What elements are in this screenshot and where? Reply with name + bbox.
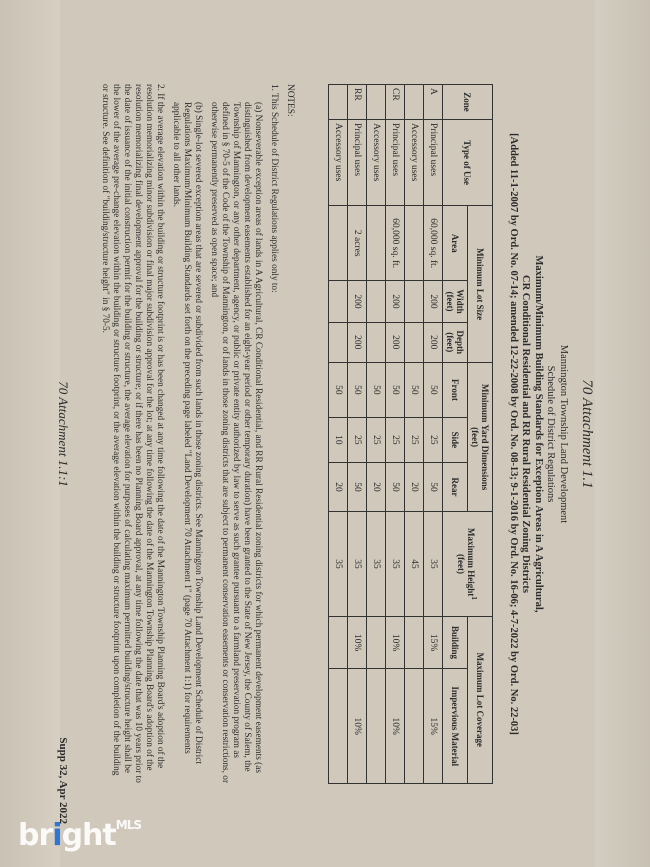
table-cell-front: 50 bbox=[386, 362, 405, 417]
table-cell-depth bbox=[329, 322, 348, 362]
table-row bbox=[386, 84, 405, 783]
header-building: Building bbox=[443, 616, 468, 669]
header-type-of-use: Type of Use bbox=[443, 119, 493, 205]
attachment-title: 70 Attachment 1.1 bbox=[579, 378, 595, 489]
page-footer-label: 70 Attachment 1.1:1 bbox=[56, 380, 71, 487]
table-cell-area: 60,000 sq. ft. bbox=[386, 205, 405, 280]
header-rear: Rear bbox=[443, 462, 468, 512]
table-cell-rear: 20 bbox=[367, 462, 386, 512]
table-cell-impervious: 10% bbox=[386, 668, 405, 783]
table-cell-area: 60,000 sq. ft. bbox=[424, 205, 443, 280]
table-cell-rear: 50 bbox=[386, 462, 405, 512]
table-cell-height: 45 bbox=[405, 511, 424, 615]
table-cell-height: 35 bbox=[424, 511, 443, 615]
table-cell-height: 35 bbox=[329, 511, 348, 615]
table-cell-side: 25 bbox=[424, 417, 443, 462]
heading-line-4: CR Conditional Residential and RR Rural Residential Zoning Districts bbox=[520, 274, 532, 593]
table-cell-depth bbox=[405, 322, 424, 362]
table-row bbox=[424, 84, 443, 783]
notes-title: NOTES: bbox=[285, 83, 295, 117]
table-cell-front: 50 bbox=[424, 362, 443, 417]
table-cell-width: 200 bbox=[348, 280, 367, 321]
table-cell-impervious bbox=[329, 668, 348, 783]
table-cell-height: 35 bbox=[367, 511, 386, 615]
table-cell-impervious: 10% bbox=[348, 668, 367, 783]
heading-line-3: Maximum/Minimum Building Standards for Exception Areas in A Agricultural, bbox=[533, 255, 544, 612]
header-max-height: Maximum Height$^1$ (feet) bbox=[443, 511, 493, 615]
table-cell-front: 50 bbox=[367, 362, 386, 417]
table-cell-area: 2 acres bbox=[348, 205, 367, 280]
table-cell-height: 35 bbox=[348, 511, 367, 615]
table-cell-impervious: 15% bbox=[424, 668, 443, 783]
heading-line-5: [Added 11-1-2007 by Ord. No. 07-14; amended 12-22-2008 by Ord. No. 08-13; 9-1-2016 by Ord. No. 16-06; 4-7-2022 by Ord. No. 22-03] bbox=[508, 132, 519, 735]
table-cell-rear: 20 bbox=[405, 462, 424, 512]
table-row bbox=[367, 84, 386, 783]
header-impervious: Impervious Material bbox=[443, 668, 468, 783]
table-cell-side: 25 bbox=[348, 417, 367, 462]
table-cell-side: 25 bbox=[386, 417, 405, 462]
table-cell-rear: 50 bbox=[424, 462, 443, 512]
table-cell-width: 200 bbox=[424, 280, 443, 321]
table-cell-width bbox=[329, 280, 348, 321]
header-area: Area bbox=[443, 205, 468, 280]
table-cell-area bbox=[367, 205, 386, 280]
header-width: Width (feet) bbox=[443, 280, 468, 321]
table-cell-side: 25 bbox=[367, 417, 386, 462]
table-cell-front: 50 bbox=[405, 362, 424, 417]
table-cell-type: Principal uses bbox=[424, 119, 443, 205]
table-cell-side: 25 bbox=[405, 417, 424, 462]
table-row bbox=[348, 84, 367, 783]
table-cell-rear: 20 bbox=[329, 462, 348, 512]
table-cell-height: 35 bbox=[386, 511, 405, 615]
header-side: Side bbox=[443, 417, 468, 462]
table-cell-zone: RR bbox=[348, 84, 367, 119]
table-cell-zone: A bbox=[424, 84, 443, 119]
table-cell-type: Accessory uses bbox=[405, 119, 424, 205]
note-2: 2. If the average elevation within the building or structure footprint is or has been changed at any time following the date of the Mannington Township Planning Board's adoption of the resolution memorializing minor subdivision or final major subdivision approval for the lot; at any time following the date of the Mannington Township Planning Board's adoption of the resolution memorializing final development approval for the building or structure; or if there has been no Planning Board approval, at any time following the date that was 10 years prior to the date of issuance of the initial construction permit for the building or structure, the average elevation for purposes of calculating maximum permitted building/structure height shall be the lower of the average pre-change elevation within the building or structure footprint, or the average elevation within the building or structure footprint upon completion of the building or structure. See definition of "building/structure height" in § 70-5. bbox=[100, 83, 165, 783]
table-cell-width bbox=[405, 280, 424, 321]
bright-mls-watermark-logo: bright$^{MLS}$ bbox=[18, 818, 141, 853]
header-min-lot-size: Minimum Lot Size bbox=[468, 205, 493, 362]
table-cell-building bbox=[367, 616, 386, 669]
table-cell-area bbox=[405, 205, 424, 280]
table-cell-impervious bbox=[367, 668, 386, 783]
header-depth: Depth (feet) bbox=[443, 322, 468, 362]
table-cell-type: Accessory uses bbox=[367, 119, 386, 205]
table-cell-building: 15% bbox=[424, 616, 443, 669]
header-min-yard: Minimum Yard Dimensions (feet) bbox=[468, 362, 493, 511]
supplement-label: Supp 32, Apr 2022 bbox=[57, 736, 69, 824]
table-cell-depth: 200 bbox=[424, 322, 443, 362]
table-cell-width bbox=[367, 280, 386, 321]
table-cell-zone: CR bbox=[386, 84, 405, 119]
table-cell-type: Accessory uses bbox=[329, 119, 348, 205]
table-cell-zone bbox=[367, 84, 386, 119]
note-1a: (a) Nonseverable exception areas of lands in A Agricultural, CR Conditional Residential, and RR Rural Residential zoning districts for which permanent development easements (as distinguished from development easements established for an eight-year period or other temporary duration) have been granted to the State of New Jersey, the County of Salem, the Township of Mannington, or any other department, agency, or public or private entity authorized by law to serve as such grantee pursuant to a farmland preservation program as defined in § 70-5 of the Code of the Township of Mannington, or of lands in those zoning districts that are subject to permanent conservation easements or conservation restrictions, or otherwise permanently preserved as open space; and bbox=[209, 101, 263, 783]
notes-section bbox=[94, 84, 295, 784]
table-row bbox=[329, 84, 348, 783]
table-cell-impervious bbox=[405, 668, 424, 783]
table-cell-depth: 200 bbox=[348, 322, 367, 362]
header-max-lot-coverage: Maximum Lot Coverage bbox=[468, 616, 493, 783]
table-cell-front: 50 bbox=[329, 362, 348, 417]
table-cell-width: 200 bbox=[386, 280, 405, 321]
table-cell-side: 10 bbox=[329, 417, 348, 462]
table-cell-depth: 200 bbox=[386, 322, 405, 362]
heading-line-1: Mannington Township Land Development bbox=[558, 344, 569, 523]
note-1-intro: 1. This Schedule of District Regulations applies only to: bbox=[269, 83, 279, 293]
table-row bbox=[405, 84, 424, 783]
table-cell-area bbox=[329, 205, 348, 280]
table-header-row-1 bbox=[468, 84, 493, 783]
table-cell-rear: 50 bbox=[348, 462, 367, 512]
table-body bbox=[329, 84, 443, 783]
table-cell-front: 50 bbox=[348, 362, 367, 417]
table-cell-type: Principal uses bbox=[348, 119, 367, 205]
district-regulations-table bbox=[328, 84, 493, 784]
table-cell-building bbox=[329, 616, 348, 669]
table-cell-type: Principal uses bbox=[386, 119, 405, 205]
header-zone: Zone bbox=[443, 84, 493, 119]
table-cell-depth bbox=[367, 322, 386, 362]
table-cell-building bbox=[405, 616, 424, 669]
rotated-document-page bbox=[45, 24, 605, 844]
document-heading bbox=[507, 24, 570, 844]
table-cell-zone bbox=[405, 84, 424, 119]
table-cell-building: 10% bbox=[386, 616, 405, 669]
heading-line-2: Schedule of District Regulations bbox=[545, 365, 557, 502]
table-cell-building: 10% bbox=[348, 616, 367, 669]
table-cell-zone bbox=[329, 84, 348, 119]
header-front: Front bbox=[443, 362, 468, 417]
note-1b: (b) Single-lot severed exception areas that are severed or subdivided from such lands in those zoning districts. See Mannington Township Land Development Schedule of District Regulations Maximum/Minimum Building Standards set forth on the preceding page labeled "Land Development 70 Attachment 1" (page 70 Attachment 1:1) for requirements applicable to all other lands. bbox=[171, 101, 203, 764]
